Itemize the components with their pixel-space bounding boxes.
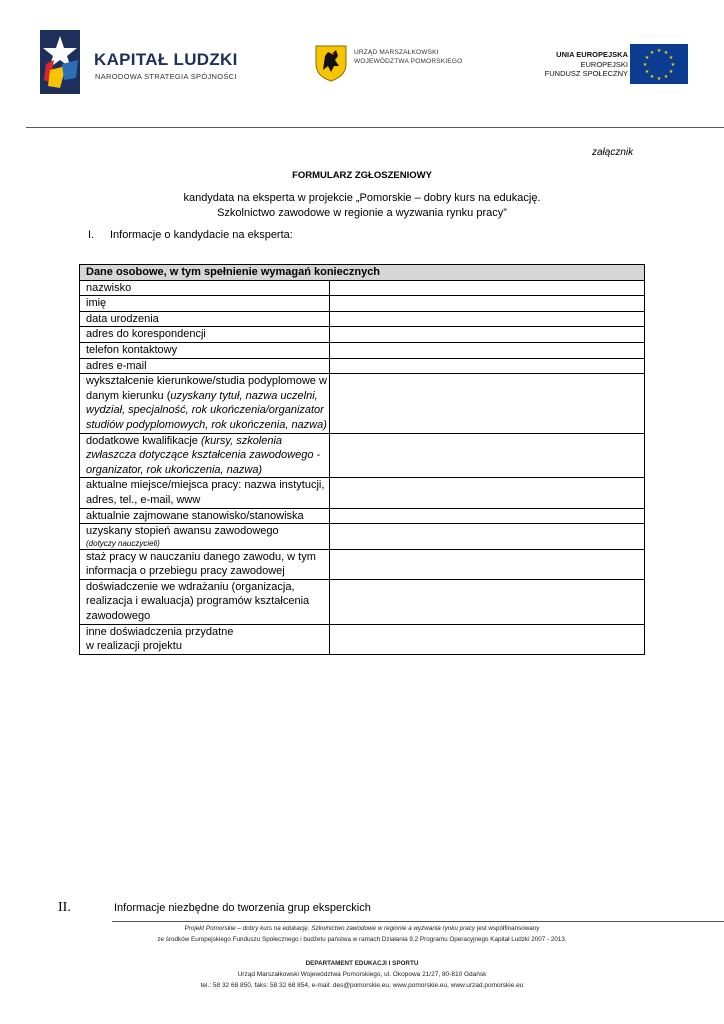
table-row: [80, 374, 645, 433]
table-row: [80, 311, 645, 327]
input-promotion[interactable]: [329, 524, 644, 550]
input-birth-date[interactable]: [329, 311, 644, 327]
table-row: [80, 549, 645, 579]
table-row: [80, 358, 645, 374]
eu-logo: [520, 44, 692, 86]
svg-text:★: ★: [644, 55, 650, 61]
table-row: [80, 280, 645, 296]
svg-text:★: ★: [656, 48, 662, 54]
promotion-note: (dotyczy nauczycieli): [86, 538, 160, 548]
attachment-label: załącznik: [592, 147, 634, 158]
table-row: [80, 433, 645, 478]
row-label-birth-date: data urodzenia: [80, 311, 330, 327]
input-seniority[interactable]: [329, 549, 644, 579]
kapital-ludzki-title: KAPITAŁ LUDZKI: [94, 50, 238, 69]
row-label-other-experience: [80, 624, 330, 654]
row-label-position: aktualnie zajmowane stanowisko/stanowiska: [80, 508, 330, 524]
input-workplace[interactable]: [329, 478, 644, 508]
input-implementation-experience[interactable]: [329, 579, 644, 624]
svg-text:★: ★: [668, 69, 674, 75]
qualifications-label: dodatkowe kwalifikacje: [86, 434, 201, 447]
form-title: FORMULARZ ZGŁOSZENIOWY: [292, 170, 432, 181]
pomorskie-crest-icon: [314, 44, 348, 82]
table-row: [80, 524, 645, 550]
section-1-heading: [88, 229, 293, 241]
footer-funding-line: ze środków Europejskiego Funduszu Społecznego i budżetu państwa w ramach Działania 9.2 Programu Operacyjnego Kapitał Ludzki 2007 - 2013.: [157, 936, 567, 943]
table-row: [80, 579, 645, 624]
education-hint: uzyskany tytuł, nazwa uczelni, wydział, specjalność, rok ukończenia/organizator studiów podyplomowych, rok ukończenia, nazwa): [86, 389, 327, 431]
eu-line-1: UNIA EUROPEJSKA: [556, 50, 628, 59]
urzad-marszalkowski-logo: [314, 44, 484, 84]
footer-project-line: [0, 925, 724, 932]
input-position[interactable]: [329, 508, 644, 524]
promotion-label: uzyskany stopień awansu zawodowego: [86, 525, 279, 538]
table-row: [80, 296, 645, 312]
section-1-title: Informacje o kandydacie na eksperta:: [110, 229, 293, 241]
input-education[interactable]: [329, 374, 644, 433]
kapital-ludzki-subtitle: NARODOWA STRATEGIA SPÓJNOŚCI: [95, 72, 237, 81]
um-line-2: WOJEWÓDZTWA POMORSKIEGO: [354, 58, 463, 65]
other-experience-line-2: w realizacji projektu: [86, 640, 182, 653]
footer-cofinanced: jest współfinansowany: [475, 925, 540, 932]
row-label-promotion: [80, 524, 330, 550]
candidate-line-2: Szkolnictwo zawodowe w regionie a wyzwania rynku pracy”: [217, 207, 507, 219]
row-label-implementation-experience: doświadczenie we wdrażaniu (organizacja, realizacja i ewaluacja) programów kształcenia zawodowego: [80, 579, 330, 624]
row-label-seniority: staż pracy w nauczaniu danego zawodu, w tym informacja o przebiegu pracy zawodowej: [80, 549, 330, 579]
svg-text:★: ★: [670, 62, 676, 68]
svg-text:★: ★: [656, 76, 662, 82]
personal-data-table: [79, 264, 645, 655]
row-label-education: [80, 374, 330, 433]
table-row: [80, 327, 645, 343]
input-phone[interactable]: [329, 342, 644, 358]
section-2-title: Informacje niezbędne do tworzenia grup eksperckich: [114, 902, 371, 914]
input-first-name[interactable]: [329, 296, 644, 312]
footer-contact: tel.: 58 32 68 850, faks: 58 32 68 854, e-mail: des@pomorskie.eu, www.pomorskie.eu, www.urzad.pomorskie.eu: [200, 982, 524, 989]
table-row: [80, 624, 645, 654]
input-email[interactable]: [329, 358, 644, 374]
section-1-number: I.: [88, 229, 95, 241]
svg-text:★: ★: [644, 69, 650, 75]
kapital-ludzki-logo-icon: [40, 30, 80, 94]
um-line-1: URZĄD MARSZAŁKOWSKI: [354, 49, 439, 56]
input-address[interactable]: [329, 327, 644, 343]
table-header: Dane osobowe, w tym spełnienie wymagań koniecznych: [80, 265, 645, 281]
row-label-address: adres do korespondencji: [80, 327, 330, 343]
kapital-ludzki-logo: [40, 30, 240, 100]
row-label-phone: telefon kontaktowy: [80, 342, 330, 358]
svg-text:★: ★: [649, 50, 655, 56]
svg-text:★: ★: [642, 62, 648, 68]
input-surname[interactable]: [329, 280, 644, 296]
row-label-first-name: imię: [80, 296, 330, 312]
input-qualifications[interactable]: [329, 433, 644, 478]
input-other-experience[interactable]: [329, 624, 644, 654]
svg-text:★: ★: [649, 74, 655, 80]
candidate-line-1: kandydata na eksperta w projekcie „Pomorskie – dobry kurs na edukację.: [183, 192, 541, 204]
svg-text:★: ★: [668, 55, 674, 61]
section-2-number: II.: [58, 900, 71, 915]
svg-text:★: ★: [663, 74, 669, 80]
footer-department: DEPARTAMENT EDUKACJI I SPORTU: [305, 960, 419, 967]
row-label-workplace: aktualne miejsce/miejsca pracy: nazwa instytucji, adres, tel., e-mail, www: [80, 478, 330, 508]
row-label-email: adres e-mail: [80, 358, 330, 374]
footer-address: Urząd Marszałkowski Województwa Pomorskiego, ul. Okopowa 21/27, 80-810 Gdańsk: [237, 971, 487, 978]
header-divider: [26, 127, 724, 128]
table-row: [80, 342, 645, 358]
table-header-row: [80, 265, 645, 281]
table-row: [80, 478, 645, 508]
eu-line-3: FUNDUSZ SPOŁECZNY: [544, 69, 628, 78]
eu-line-2: EUROPEJSKI: [580, 60, 628, 69]
education-label: wykształcenie kierunkowe/studia podyplomowe w danym kierunku (: [86, 375, 327, 402]
other-experience-line-1: inne doświadczenia przydatne: [86, 625, 234, 638]
eu-flag-icon: [630, 44, 688, 84]
qualifications-hint: (kursy, szkolenia zwłaszcza dotyczące kształcenia zawodowego -organizator, rok ukończenia, nazwa): [86, 434, 321, 476]
row-label-qualifications: [80, 433, 330, 478]
footer-project-name: Projekt Pomorskie – dobry kurs na edukację. Szkolnictwo zawodowe w regionie a wyzwania rynku pracy: [184, 925, 476, 932]
table-row: [80, 508, 645, 524]
svg-text:★: ★: [663, 50, 669, 56]
row-label-surname: nazwisko: [80, 280, 330, 296]
footer-divider: [112, 921, 724, 922]
